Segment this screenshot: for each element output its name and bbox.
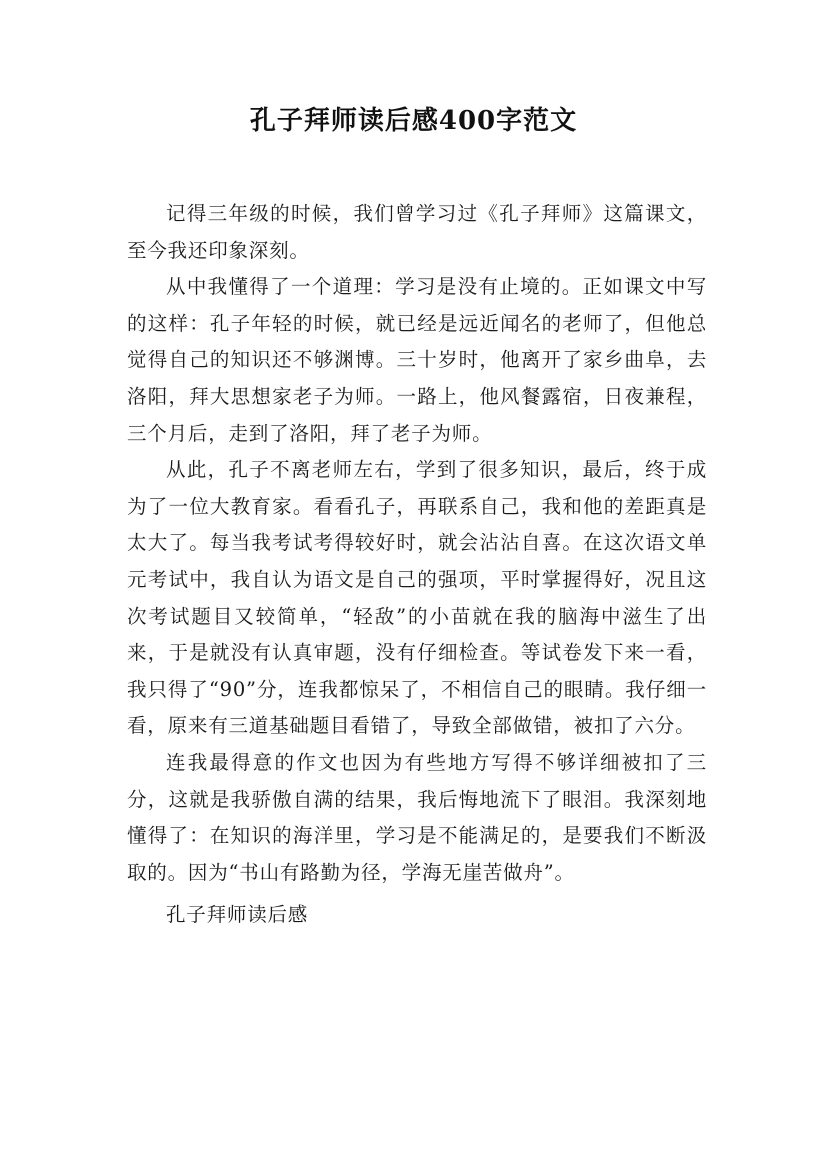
paragraph-4: 连我最得意的作文也因为有些地方写得不够详细被扣了三分，这就是我骄傲自满的结果，我后悔地流下了眼泪。我深刻地懂得了：在知识的海洋里，学习是不能满足的，是要我们不断汲取的。因为“书山有路勤为径，学海无崖苦做舟”。 bbox=[127, 750, 707, 884]
document-body bbox=[127, 196, 707, 934]
paragraph-2: 从中我懂得了一个道理：学习是没有止境的。正如课文中写的这样：孔子年轻的时候，就已经是远近闻名的老师了，但他总觉得自己的知识还不够渊博。三十岁时，他离开了家乡曲阜，去洛阳，拜大思想家老子为师。一路上，他风餐露宿，日夜兼程，三个月后，走到了洛阳，拜了老子为师。 bbox=[127, 275, 707, 445]
document-title: 孔子拜师读后感400字范文 bbox=[249, 106, 578, 136]
footer-heading: 孔子拜师读后感 bbox=[166, 903, 309, 927]
paragraph-1: 记得三年级的时候，我们曾学习过《孔子拜师》这篇课文，至今我还印象深刻。 bbox=[127, 202, 707, 262]
paragraph-3: 从此，孔子不离老师左右，学到了很多知识，最后，终于成为了一位大教育家。看看孔子，再联系自己，我和他的差距真是太大了。每当我考试考得较好时，就会沾沾自喜。在这次语文单元考试中，我自认为语文是自己的强项，平时掌握得好，况且这次考试题目又较简单，“轻敌”的小苗就在我的脑海中滋生了出来，于是就没有认真审题，没有仔细检查。等试卷发下来一看，我只得了“90”分，连我都惊呆了，不相信自己的眼睛。我仔细一看，原来有三道基础题目看错了，导致全部做错，被扣了六分。 bbox=[127, 458, 707, 738]
